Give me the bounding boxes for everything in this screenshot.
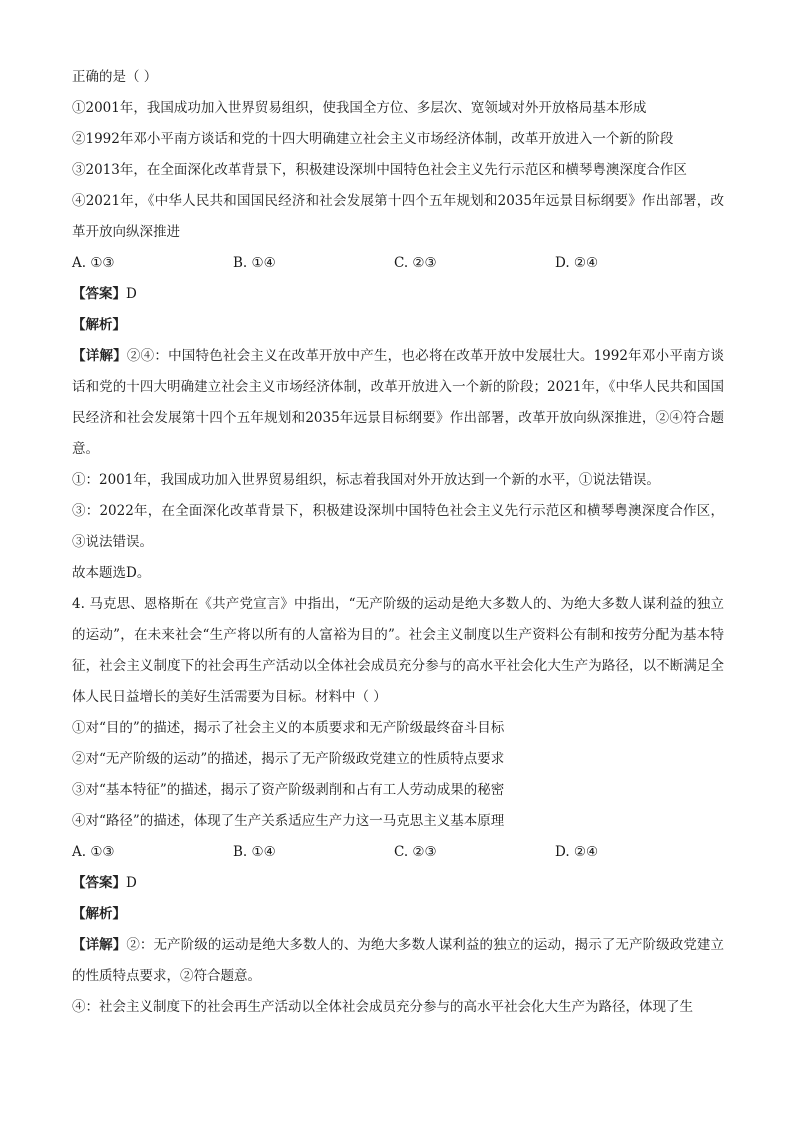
- q4-statement-1: ①对“目的”的描述，揭示了社会主义的本质要求和无产阶级最终奋斗目标: [72, 720, 505, 736]
- q3-answer-value: D: [126, 286, 137, 302]
- q3-statement-4: ④2021年，《中华人民共和国国民经济和社会发展第十四个五年规划和2035年远景目标纲要》作出部署，改革开放向纵深推进: [72, 193, 724, 240]
- q4-option-b: B. ①④: [233, 844, 276, 860]
- q4-stem: 4. 马克思、恩格斯在《共产党宣言》中指出，“无产阶级的运动是绝大多数人的、为绝大多数人谋利益的独立的运动”，在未来社会“生产将以所有的人富裕为目的”。社会主义制度以生产资料公有制和按劳分配为基本特征，社会主义制度下的社会再生产活动以全体社会成员充分参与的高水平社会化大生产为路径，以不断满足全体人民日益增长的美好生活需要为目标。材料中（ ）: [72, 596, 724, 705]
- q4-statement-4: ④对“路径”的描述，体现了生产关系适应生产力这一马克思主义基本原理: [72, 813, 505, 829]
- q3-options: [72, 248, 724, 279]
- q3-detail-1: [72, 341, 724, 465]
- q4-detail-1-text: ②：无产阶级的运动是绝大多数人的、为绝大多数人谋利益的独立的运动，揭示了无产阶级政党建立的性质特点要求，②符合题意。: [72, 937, 725, 984]
- q3-answer: [72, 279, 724, 310]
- q4-options: [72, 837, 724, 868]
- q3-analysis-tag: 【解析】: [72, 317, 126, 333]
- q3-analysis: [72, 310, 724, 341]
- q4-statement-3: ③对“基本特征”的描述，揭示了资产阶级剥削和占有工人劳动成果的秘密: [72, 782, 505, 798]
- q4-answer-tag: 【答案】: [72, 875, 126, 891]
- q3-statement-1: ①2001年，我国成功加入世界贸易组织，使我国全方位、多层次、宽领域对外开放格局基本形成: [72, 100, 647, 116]
- q4-detail-2: ④：社会主义制度下的社会再生产活动以全体社会成员充分参与的高水平社会化大生产为路径，体现了生: [72, 999, 693, 1015]
- q3-option-c: C. ②③: [394, 255, 437, 271]
- q4-option-a: A. ①③: [72, 844, 115, 860]
- q3-detail-4: 故本题选D。: [72, 565, 151, 581]
- page-content: [72, 62, 724, 1023]
- q4-analysis-tag: 【解析】: [72, 906, 126, 922]
- q3-stem-tail: 正确的是（ ）: [72, 69, 158, 85]
- q3-statement-3: ③2013年，在全面深化改革背景下，积极建设深圳中国特色社会主义先行示范区和横琴粤澳深度合作区: [72, 162, 687, 178]
- q3-option-b: B. ①④: [233, 255, 276, 271]
- q3-detail-2: ①：2001年，我国成功加入世界贸易组织，标志着我国对外开放达到一个新的水平，①说法错误。: [72, 472, 660, 488]
- q3-option-d: D. ②④: [555, 255, 599, 271]
- q3-answer-tag: 【答案】: [72, 286, 126, 302]
- q4-option-c: C. ②③: [394, 844, 437, 860]
- q3-detail-1-text: ②④：中国特色社会主义在改革开放中产生，也必将在改革开放中发展壮大。1992年邓小平南方谈话和党的十四大明确建立社会主义市场经济体制，改革开放进入一个新的阶段；2021年，《中华人民共和国国民经济和社会发展第十四个五年规划和2035年远景目标纲要》作出部署，改革开放向纵深推进，②④符合题意。: [72, 348, 725, 457]
- q3-detail-tag: 【详解】: [72, 348, 127, 364]
- q4-answer-value: D: [126, 875, 137, 891]
- q3-option-a: A. ①③: [72, 255, 115, 271]
- q4-option-d: D. ②④: [555, 844, 599, 860]
- q4-answer: [72, 868, 724, 899]
- q4-detail-1: [72, 930, 724, 992]
- q4-analysis: [72, 899, 724, 930]
- q3-detail-3: ③：2022年，在全面深化改革背景下，积极建设深圳中国特色社会主义先行示范区和横琴粤澳深度合作区，③说法错误。: [72, 503, 724, 550]
- q4-statement-2: ②对“无产阶级的运动”的描述，揭示了无产阶级政党建立的性质特点要求: [72, 751, 505, 767]
- q4-detail-tag: 【详解】: [72, 937, 127, 953]
- q3-statement-2: ②1992年邓小平南方谈话和党的十四大明确建立社会主义市场经济体制，改革开放进入一个新的阶段: [72, 131, 674, 147]
